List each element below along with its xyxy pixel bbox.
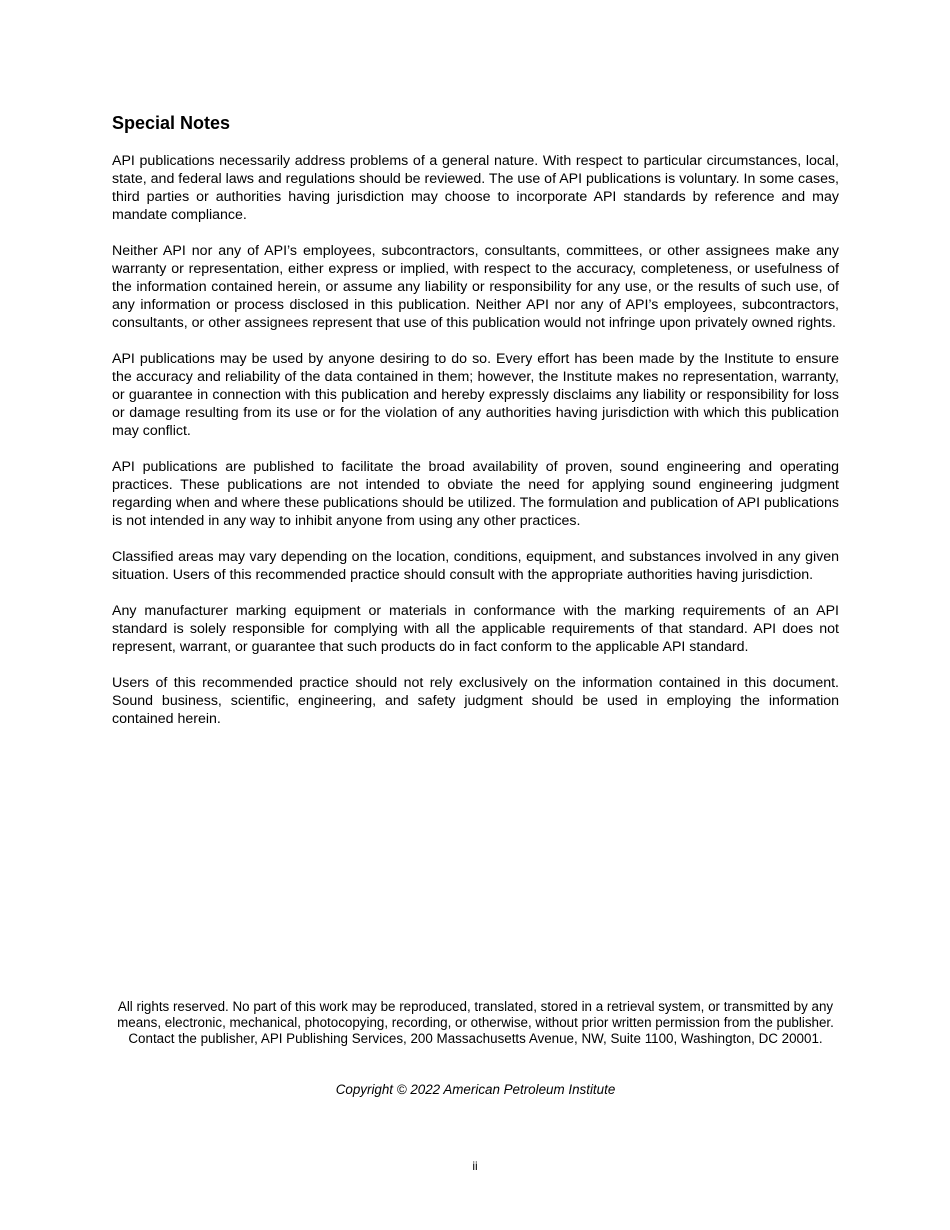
- page-title: Special Notes: [112, 113, 231, 133]
- paragraph-liability-disclaimer: API publications may be used by anyone desiring to do so. Every effort has been made by the Institute to ensure the accuracy and reliability of the data contained in them; however, the Institute makes no representation, warranty, or guarantee in connection with this publication and hereby expressly disclaims any liability or responsibility for loss or damage resulting from its use or for the violation of any authorities having jurisdiction with which this publication may conflict.: [112, 351, 839, 439]
- copyright-line: Copyright © 2022 American Petroleum Institute: [335, 1082, 616, 1097]
- page-number: ii: [472, 1159, 478, 1173]
- rights-notice: All rights reserved. No part of this work may be reproduced, translated, stored in a retrieval system, or transmitted by any means, electronic, mechanical, photocopying, recording, or otherwise, without prior written permission from the publisher. Contact the publisher, API Publishing Services, 200 Massachusetts Avenue, NW, Suite 1100, Washington, DC 20001.: [117, 999, 834, 1046]
- paragraph-classified-areas: Classified areas may vary depending on the location, conditions, equipment, and substances involved in any given situation. Users of this recommended practice should consult with the appropriate authorities having jurisdiction.: [112, 549, 839, 583]
- paragraph-manufacturer-marking: Any manufacturer marking equipment or materials in conformance with the marking requirements of an API standard is solely responsible for complying with all the applicable requirements of that standard. API does not represent, warrant, or guarantee that such products do in fact conform to the applicable API standard.: [112, 603, 839, 655]
- special-notes-body: [112, 152, 839, 746]
- paragraph-user-judgment: Users of this recommended practice should not rely exclusively on the information contained in this document. Sound business, scientific, engineering, and safety judgment should be used in employing the information contained herein.: [112, 675, 839, 727]
- paragraph-voluntary-use: API publications necessarily address problems of a general nature. With respect to particular circumstances, local, state, and federal laws and regulations should be reviewed. The use of API publications is voluntary. In some cases, third parties or authorities having jurisdiction may choose to incorporate API standards by reference and may mandate compliance.: [112, 153, 839, 223]
- paragraph-engineering-practices: API publications are published to facilitate the broad availability of proven, sound engineering and operating practices. These publications are not intended to obviate the need for applying sound engineering judgment regarding when and where these publications should be utilized. The formulation and publication of API publications is not intended in any way to inhibit anyone from using any other practices.: [112, 459, 839, 529]
- paragraph-no-warranty: Neither API nor any of API’s employees, subcontractors, consultants, committees, or other assignees make any warranty or representation, either express or implied, with respect to the accuracy, completeness, or usefulness of the information contained herein, or assume any liability or responsibility for any use, or the results of such use, of any information or process disclosed in this publication. Neither API nor any of API’s employees, subcontractors, consultants, or other assignees represent that use of this publication would not infringe upon privately owned rights.: [112, 243, 839, 331]
